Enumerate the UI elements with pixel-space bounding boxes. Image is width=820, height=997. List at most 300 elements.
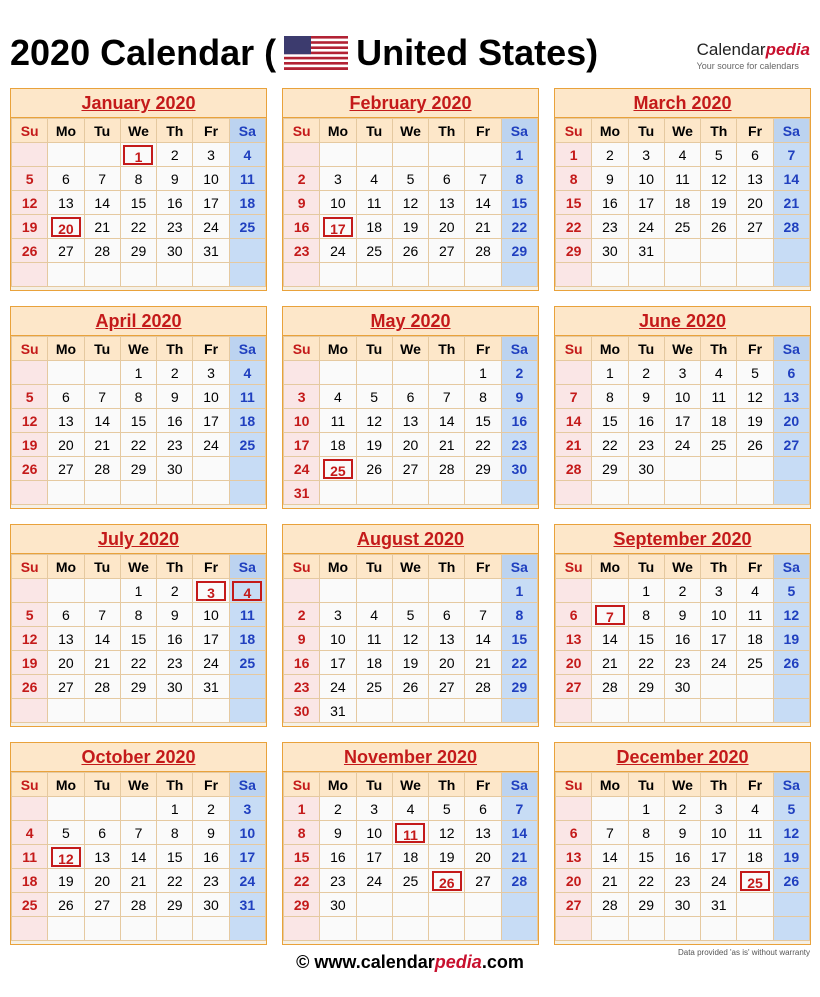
- day-cell[interactable]: 19: [701, 191, 737, 215]
- day-cell[interactable]: 2: [664, 797, 700, 821]
- day-cell[interactable]: 27: [556, 893, 592, 917]
- day-cell[interactable]: 24: [284, 457, 320, 481]
- day-cell[interactable]: 2: [592, 143, 628, 167]
- day-cell[interactable]: 3: [229, 797, 265, 821]
- day-cell[interactable]: 7: [465, 603, 501, 627]
- day-cell[interactable]: 29: [628, 893, 664, 917]
- day-cell[interactable]: 20: [392, 433, 428, 457]
- day-cell[interactable]: 29: [556, 239, 592, 263]
- day-cell[interactable]: [429, 869, 465, 893]
- day-cell[interactable]: 23: [592, 215, 628, 239]
- day-cell[interactable]: 8: [120, 603, 156, 627]
- day-cell[interactable]: 9: [157, 385, 193, 409]
- day-cell[interactable]: 20: [556, 651, 592, 675]
- day-cell[interactable]: 11: [356, 191, 392, 215]
- day-cell[interactable]: 10: [701, 821, 737, 845]
- day-cell[interactable]: 19: [429, 845, 465, 869]
- day-cell[interactable]: 30: [157, 239, 193, 263]
- day-cell[interactable]: 22: [592, 433, 628, 457]
- day-cell[interactable]: 1: [628, 579, 664, 603]
- day-cell[interactable]: 24: [193, 433, 229, 457]
- day-cell[interactable]: 17: [193, 627, 229, 651]
- day-cell[interactable]: 3: [664, 361, 700, 385]
- day-cell[interactable]: 6: [429, 167, 465, 191]
- day-cell[interactable]: 24: [193, 215, 229, 239]
- day-cell[interactable]: 8: [501, 167, 537, 191]
- day-cell[interactable]: 26: [773, 651, 809, 675]
- day-cell[interactable]: 25: [392, 869, 428, 893]
- day-cell[interactable]: 17: [701, 627, 737, 651]
- day-cell[interactable]: 3: [193, 143, 229, 167]
- day-cell[interactable]: 25: [12, 893, 48, 917]
- day-cell[interactable]: 22: [157, 869, 193, 893]
- day-cell[interactable]: 30: [664, 675, 700, 699]
- day-cell[interactable]: 21: [501, 845, 537, 869]
- day-cell[interactable]: 26: [48, 893, 84, 917]
- day-cell[interactable]: [320, 457, 356, 481]
- day-cell[interactable]: 9: [501, 385, 537, 409]
- day-cell[interactable]: 4: [737, 579, 773, 603]
- day-cell[interactable]: 4: [356, 603, 392, 627]
- day-cell[interactable]: 29: [501, 675, 537, 699]
- day-cell[interactable]: 26: [773, 869, 809, 893]
- day-cell[interactable]: [737, 869, 773, 893]
- day-cell[interactable]: 25: [356, 675, 392, 699]
- day-cell[interactable]: [48, 215, 84, 239]
- day-cell[interactable]: 2: [284, 603, 320, 627]
- day-cell[interactable]: 23: [157, 215, 193, 239]
- day-cell[interactable]: 26: [12, 457, 48, 481]
- day-cell[interactable]: 16: [284, 215, 320, 239]
- day-cell[interactable]: 30: [193, 893, 229, 917]
- day-cell[interactable]: 1: [465, 361, 501, 385]
- day-cell[interactable]: 19: [392, 651, 428, 675]
- day-cell[interactable]: 23: [320, 869, 356, 893]
- day-cell[interactable]: 17: [628, 191, 664, 215]
- day-cell[interactable]: 9: [157, 603, 193, 627]
- day-cell[interactable]: [320, 215, 356, 239]
- day-cell[interactable]: 1: [501, 143, 537, 167]
- day-cell[interactable]: 12: [356, 409, 392, 433]
- day-cell[interactable]: 18: [229, 627, 265, 651]
- day-cell[interactable]: 31: [628, 239, 664, 263]
- day-cell[interactable]: 3: [320, 603, 356, 627]
- day-cell[interactable]: [193, 579, 229, 603]
- day-cell[interactable]: 22: [284, 869, 320, 893]
- day-cell[interactable]: 2: [157, 361, 193, 385]
- day-cell[interactable]: 19: [356, 433, 392, 457]
- day-cell[interactable]: 28: [592, 675, 628, 699]
- day-cell[interactable]: 30: [157, 675, 193, 699]
- day-cell[interactable]: 19: [12, 215, 48, 239]
- day-cell[interactable]: 16: [157, 409, 193, 433]
- day-cell[interactable]: 31: [701, 893, 737, 917]
- day-cell[interactable]: 27: [392, 457, 428, 481]
- day-cell[interactable]: 3: [701, 579, 737, 603]
- day-cell[interactable]: 2: [501, 361, 537, 385]
- day-cell[interactable]: 20: [773, 409, 809, 433]
- day-cell[interactable]: 16: [157, 627, 193, 651]
- day-cell[interactable]: 5: [773, 579, 809, 603]
- day-cell[interactable]: 6: [48, 385, 84, 409]
- day-cell[interactable]: 28: [501, 869, 537, 893]
- day-cell[interactable]: 28: [84, 675, 120, 699]
- day-cell[interactable]: 29: [592, 457, 628, 481]
- day-cell[interactable]: 6: [773, 361, 809, 385]
- day-cell[interactable]: 9: [193, 821, 229, 845]
- day-cell[interactable]: 5: [12, 603, 48, 627]
- day-cell[interactable]: 22: [120, 215, 156, 239]
- day-cell[interactable]: 10: [356, 821, 392, 845]
- day-cell[interactable]: 8: [120, 167, 156, 191]
- day-cell[interactable]: 18: [356, 651, 392, 675]
- day-cell[interactable]: 15: [465, 409, 501, 433]
- day-cell[interactable]: 28: [84, 239, 120, 263]
- day-cell[interactable]: 17: [701, 845, 737, 869]
- day-cell[interactable]: 18: [229, 191, 265, 215]
- day-cell[interactable]: 11: [229, 385, 265, 409]
- day-cell[interactable]: 20: [737, 191, 773, 215]
- day-cell[interactable]: 6: [465, 797, 501, 821]
- day-cell[interactable]: 26: [737, 433, 773, 457]
- day-cell[interactable]: [120, 143, 156, 167]
- day-cell[interactable]: 17: [664, 409, 700, 433]
- day-cell[interactable]: 26: [392, 239, 428, 263]
- day-cell[interactable]: 25: [229, 215, 265, 239]
- day-cell[interactable]: 18: [392, 845, 428, 869]
- day-cell[interactable]: 27: [48, 457, 84, 481]
- day-cell[interactable]: 12: [12, 191, 48, 215]
- day-cell[interactable]: 21: [556, 433, 592, 457]
- day-cell[interactable]: 10: [193, 385, 229, 409]
- day-cell[interactable]: 9: [284, 191, 320, 215]
- day-cell[interactable]: 3: [356, 797, 392, 821]
- day-cell[interactable]: 11: [229, 603, 265, 627]
- day-cell[interactable]: 22: [501, 215, 537, 239]
- day-cell[interactable]: 16: [664, 627, 700, 651]
- day-cell[interactable]: 18: [356, 215, 392, 239]
- day-cell[interactable]: 24: [320, 239, 356, 263]
- day-cell[interactable]: 13: [48, 191, 84, 215]
- day-cell[interactable]: 13: [773, 385, 809, 409]
- day-cell[interactable]: 20: [48, 651, 84, 675]
- day-cell[interactable]: 27: [556, 675, 592, 699]
- day-cell[interactable]: 4: [12, 821, 48, 845]
- day-cell[interactable]: 4: [737, 797, 773, 821]
- day-cell[interactable]: 17: [229, 845, 265, 869]
- day-cell[interactable]: 5: [356, 385, 392, 409]
- day-cell[interactable]: 2: [157, 579, 193, 603]
- day-cell[interactable]: 19: [12, 651, 48, 675]
- day-cell[interactable]: 19: [737, 409, 773, 433]
- day-cell[interactable]: 26: [356, 457, 392, 481]
- day-cell[interactable]: 17: [193, 409, 229, 433]
- day-cell[interactable]: 26: [12, 239, 48, 263]
- day-cell[interactable]: 28: [773, 215, 809, 239]
- day-cell[interactable]: 7: [120, 821, 156, 845]
- day-cell[interactable]: 24: [229, 869, 265, 893]
- day-cell[interactable]: 31: [320, 699, 356, 723]
- day-cell[interactable]: 24: [701, 651, 737, 675]
- day-cell[interactable]: 27: [48, 239, 84, 263]
- day-cell[interactable]: 10: [320, 627, 356, 651]
- day-cell[interactable]: 30: [501, 457, 537, 481]
- day-cell[interactable]: 29: [120, 457, 156, 481]
- day-cell[interactable]: 9: [664, 821, 700, 845]
- day-cell[interactable]: 28: [84, 457, 120, 481]
- day-cell[interactable]: 1: [628, 797, 664, 821]
- day-cell[interactable]: 1: [556, 143, 592, 167]
- day-cell[interactable]: 7: [592, 821, 628, 845]
- day-cell[interactable]: 7: [84, 167, 120, 191]
- day-cell[interactable]: 15: [556, 191, 592, 215]
- day-cell[interactable]: 10: [320, 191, 356, 215]
- day-cell[interactable]: 9: [592, 167, 628, 191]
- day-cell[interactable]: 13: [556, 627, 592, 651]
- day-cell[interactable]: 10: [193, 603, 229, 627]
- day-cell[interactable]: 18: [320, 433, 356, 457]
- day-cell[interactable]: 13: [465, 821, 501, 845]
- day-cell[interactable]: 8: [120, 385, 156, 409]
- day-cell[interactable]: 14: [592, 627, 628, 651]
- day-cell[interactable]: 29: [157, 893, 193, 917]
- day-cell[interactable]: 1: [284, 797, 320, 821]
- day-cell[interactable]: 14: [465, 191, 501, 215]
- day-cell[interactable]: 7: [773, 143, 809, 167]
- day-cell[interactable]: 6: [84, 821, 120, 845]
- day-cell[interactable]: 30: [592, 239, 628, 263]
- day-cell[interactable]: 5: [701, 143, 737, 167]
- day-cell[interactable]: 11: [737, 603, 773, 627]
- day-cell[interactable]: 15: [592, 409, 628, 433]
- day-cell[interactable]: 4: [392, 797, 428, 821]
- day-cell[interactable]: 2: [664, 579, 700, 603]
- day-cell[interactable]: 15: [157, 845, 193, 869]
- day-cell[interactable]: 25: [229, 651, 265, 675]
- day-cell[interactable]: 15: [284, 845, 320, 869]
- day-cell[interactable]: 23: [664, 651, 700, 675]
- day-cell[interactable]: 10: [229, 821, 265, 845]
- day-cell[interactable]: 7: [465, 167, 501, 191]
- day-cell[interactable]: 20: [465, 845, 501, 869]
- day-cell[interactable]: [229, 579, 265, 603]
- day-cell[interactable]: 20: [429, 215, 465, 239]
- day-cell[interactable]: 16: [284, 651, 320, 675]
- day-cell[interactable]: 17: [284, 433, 320, 457]
- day-cell[interactable]: 16: [592, 191, 628, 215]
- day-cell[interactable]: 25: [229, 433, 265, 457]
- day-cell[interactable]: 16: [501, 409, 537, 433]
- day-cell[interactable]: 12: [392, 191, 428, 215]
- day-cell[interactable]: 13: [429, 191, 465, 215]
- day-cell[interactable]: 1: [592, 361, 628, 385]
- day-cell[interactable]: 23: [284, 675, 320, 699]
- day-cell[interactable]: 22: [556, 215, 592, 239]
- day-cell[interactable]: 7: [429, 385, 465, 409]
- day-cell[interactable]: 25: [356, 239, 392, 263]
- day-cell[interactable]: 5: [12, 385, 48, 409]
- day-cell[interactable]: 10: [284, 409, 320, 433]
- day-cell[interactable]: 21: [120, 869, 156, 893]
- day-cell[interactable]: 20: [429, 651, 465, 675]
- day-cell[interactable]: 29: [465, 457, 501, 481]
- day-cell[interactable]: 13: [737, 167, 773, 191]
- day-cell[interactable]: 12: [737, 385, 773, 409]
- day-cell[interactable]: 29: [501, 239, 537, 263]
- day-cell[interactable]: [48, 845, 84, 869]
- day-cell[interactable]: 26: [392, 675, 428, 699]
- day-cell[interactable]: 16: [628, 409, 664, 433]
- day-cell[interactable]: 27: [737, 215, 773, 239]
- day-cell[interactable]: 15: [501, 627, 537, 651]
- day-cell[interactable]: 15: [120, 191, 156, 215]
- day-cell[interactable]: 12: [392, 627, 428, 651]
- day-cell[interactable]: 14: [501, 821, 537, 845]
- day-cell[interactable]: 14: [556, 409, 592, 433]
- day-cell[interactable]: 22: [501, 651, 537, 675]
- day-cell[interactable]: 16: [320, 845, 356, 869]
- day-cell[interactable]: 12: [429, 821, 465, 845]
- day-cell[interactable]: 17: [356, 845, 392, 869]
- day-cell[interactable]: 21: [84, 215, 120, 239]
- day-cell[interactable]: 8: [592, 385, 628, 409]
- day-cell[interactable]: 24: [320, 675, 356, 699]
- day-cell[interactable]: 29: [628, 675, 664, 699]
- day-cell[interactable]: 27: [465, 869, 501, 893]
- day-cell[interactable]: 18: [701, 409, 737, 433]
- day-cell[interactable]: 5: [392, 167, 428, 191]
- day-cell[interactable]: 6: [556, 821, 592, 845]
- day-cell[interactable]: 9: [320, 821, 356, 845]
- day-cell[interactable]: 16: [193, 845, 229, 869]
- day-cell[interactable]: 10: [193, 167, 229, 191]
- day-cell[interactable]: 19: [48, 869, 84, 893]
- day-cell[interactable]: 10: [664, 385, 700, 409]
- day-cell[interactable]: 20: [48, 433, 84, 457]
- day-cell[interactable]: 4: [701, 361, 737, 385]
- day-cell[interactable]: 5: [737, 361, 773, 385]
- day-cell[interactable]: 28: [592, 893, 628, 917]
- day-cell[interactable]: 11: [701, 385, 737, 409]
- day-cell[interactable]: 8: [501, 603, 537, 627]
- day-cell[interactable]: 15: [628, 845, 664, 869]
- day-cell[interactable]: 25: [701, 433, 737, 457]
- day-cell[interactable]: 22: [628, 869, 664, 893]
- day-cell[interactable]: 1: [120, 361, 156, 385]
- day-cell[interactable]: 22: [628, 651, 664, 675]
- day-cell[interactable]: 10: [701, 603, 737, 627]
- day-cell[interactable]: 16: [664, 845, 700, 869]
- day-cell[interactable]: 4: [320, 385, 356, 409]
- day-cell[interactable]: 21: [592, 651, 628, 675]
- day-cell[interactable]: 7: [501, 797, 537, 821]
- day-cell[interactable]: 12: [12, 627, 48, 651]
- day-cell[interactable]: 17: [193, 191, 229, 215]
- day-cell[interactable]: 15: [120, 627, 156, 651]
- day-cell[interactable]: 11: [320, 409, 356, 433]
- day-cell[interactable]: 2: [284, 167, 320, 191]
- day-cell[interactable]: 4: [229, 143, 265, 167]
- day-cell[interactable]: 21: [592, 869, 628, 893]
- day-cell[interactable]: 19: [773, 627, 809, 651]
- day-cell[interactable]: 30: [284, 699, 320, 723]
- day-cell[interactable]: 18: [737, 845, 773, 869]
- day-cell[interactable]: 21: [84, 651, 120, 675]
- day-cell[interactable]: 29: [120, 239, 156, 263]
- day-cell[interactable]: 29: [120, 675, 156, 699]
- day-cell[interactable]: 28: [465, 239, 501, 263]
- day-cell[interactable]: 28: [465, 675, 501, 699]
- day-cell[interactable]: 6: [556, 603, 592, 627]
- day-cell[interactable]: 31: [193, 239, 229, 263]
- day-cell[interactable]: 3: [628, 143, 664, 167]
- day-cell[interactable]: 12: [12, 409, 48, 433]
- day-cell[interactable]: 31: [284, 481, 320, 505]
- day-cell[interactable]: 25: [664, 215, 700, 239]
- day-cell[interactable]: 14: [429, 409, 465, 433]
- day-cell[interactable]: 12: [773, 603, 809, 627]
- day-cell[interactable]: 16: [157, 191, 193, 215]
- day-cell[interactable]: 24: [356, 869, 392, 893]
- day-cell[interactable]: [392, 821, 428, 845]
- day-cell[interactable]: 3: [701, 797, 737, 821]
- day-cell[interactable]: 1: [120, 579, 156, 603]
- day-cell[interactable]: 5: [392, 603, 428, 627]
- day-cell[interactable]: 9: [664, 603, 700, 627]
- day-cell[interactable]: 14: [465, 627, 501, 651]
- day-cell[interactable]: 2: [157, 143, 193, 167]
- day-cell[interactable]: 21: [465, 215, 501, 239]
- day-cell[interactable]: 11: [229, 167, 265, 191]
- day-cell[interactable]: 2: [193, 797, 229, 821]
- day-cell[interactable]: 14: [84, 409, 120, 433]
- day-cell[interactable]: 22: [120, 651, 156, 675]
- day-cell[interactable]: 26: [12, 675, 48, 699]
- day-cell[interactable]: 6: [48, 603, 84, 627]
- day-cell[interactable]: 13: [48, 627, 84, 651]
- day-cell[interactable]: 8: [284, 821, 320, 845]
- day-cell[interactable]: 28: [120, 893, 156, 917]
- day-cell[interactable]: 13: [48, 409, 84, 433]
- day-cell[interactable]: 21: [465, 651, 501, 675]
- day-cell[interactable]: 4: [664, 143, 700, 167]
- day-cell[interactable]: 12: [773, 821, 809, 845]
- day-cell[interactable]: 11: [356, 627, 392, 651]
- day-cell[interactable]: 26: [701, 215, 737, 239]
- day-cell[interactable]: 13: [84, 845, 120, 869]
- brand-logo[interactable]: [697, 40, 810, 71]
- day-cell[interactable]: 8: [465, 385, 501, 409]
- day-cell[interactable]: 25: [737, 651, 773, 675]
- day-cell[interactable]: 30: [320, 893, 356, 917]
- day-cell[interactable]: 8: [157, 821, 193, 845]
- day-cell[interactable]: 10: [628, 167, 664, 191]
- day-cell[interactable]: 14: [120, 845, 156, 869]
- day-cell[interactable]: 24: [193, 651, 229, 675]
- day-cell[interactable]: 18: [229, 409, 265, 433]
- day-cell[interactable]: 11: [12, 845, 48, 869]
- day-cell[interactable]: 8: [628, 821, 664, 845]
- day-cell[interactable]: 6: [737, 143, 773, 167]
- day-cell[interactable]: 30: [628, 457, 664, 481]
- day-cell[interactable]: 23: [193, 869, 229, 893]
- day-cell[interactable]: 1: [157, 797, 193, 821]
- day-cell[interactable]: 8: [556, 167, 592, 191]
- day-cell[interactable]: 20: [556, 869, 592, 893]
- day-cell[interactable]: 20: [84, 869, 120, 893]
- day-cell[interactable]: 17: [320, 651, 356, 675]
- day-cell[interactable]: 18: [12, 869, 48, 893]
